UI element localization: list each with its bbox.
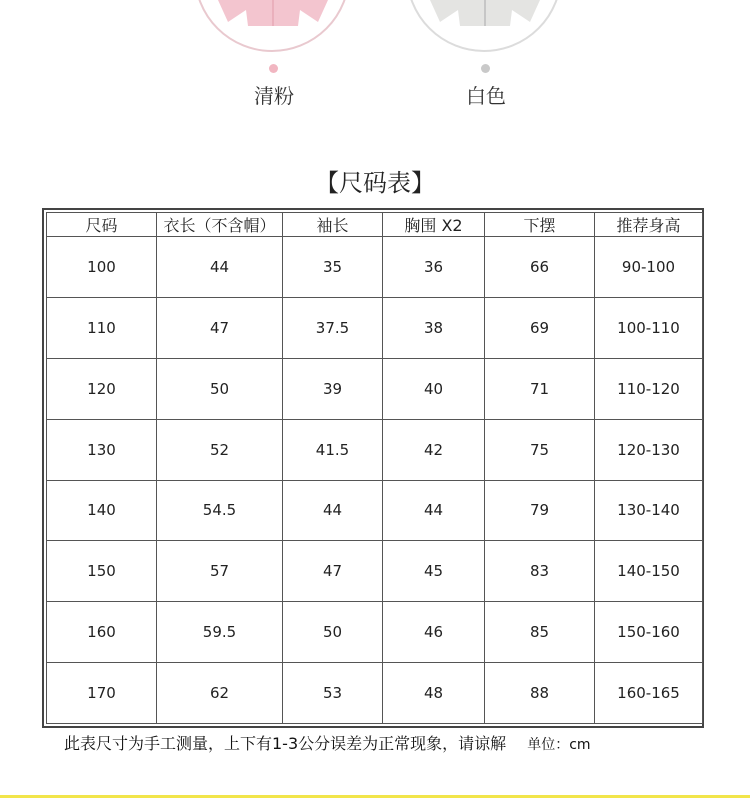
cell-sleeve: 47	[283, 541, 383, 602]
cell-sleeve: 37.5	[283, 297, 383, 358]
cell-hem: 88	[485, 663, 595, 724]
header-size: 尺码	[47, 213, 157, 237]
unit-label: 单位：cm	[527, 737, 591, 753]
cell-height: 160-165	[595, 663, 703, 724]
measurement-note	[64, 731, 591, 754]
cell-hem: 71	[485, 358, 595, 419]
cell-hem: 79	[485, 480, 595, 541]
cell-length: 50	[157, 358, 283, 419]
white-dot-icon	[481, 64, 490, 73]
cell-hem: 85	[485, 602, 595, 663]
cell-height: 100-110	[595, 297, 703, 358]
table-row	[47, 602, 703, 663]
cell-length: 59.5	[157, 602, 283, 663]
note-text: 此表尺寸为手工测量，上下有1-3公分误差为正常现象，请谅解	[64, 734, 507, 753]
cell-hem: 75	[485, 419, 595, 480]
cell-height: 90-100	[595, 237, 703, 298]
cell-height: 120-130	[595, 419, 703, 480]
table-header-row	[47, 213, 703, 237]
cell-height: 130-140	[595, 480, 703, 541]
cell-size: 100	[47, 237, 157, 298]
table-row	[47, 419, 703, 480]
cell-size: 140	[47, 480, 157, 541]
cell-size: 110	[47, 297, 157, 358]
cell-chest: 44	[383, 480, 485, 541]
header-height: 推荐身高	[595, 213, 703, 237]
size-table	[46, 212, 703, 724]
color-option-pink[interactable]	[194, 0, 354, 110]
header-chest: 胸围 X2	[383, 213, 485, 237]
table-row	[47, 297, 703, 358]
header-sleeve: 袖长	[283, 213, 383, 237]
cell-sleeve: 53	[283, 663, 383, 724]
cell-sleeve: 41.5	[283, 419, 383, 480]
cell-sleeve: 35	[283, 237, 383, 298]
size-table-frame	[42, 208, 704, 728]
color-option-white[interactable]	[406, 0, 566, 110]
cell-chest: 48	[383, 663, 485, 724]
cell-chest: 36	[383, 237, 485, 298]
cell-chest: 45	[383, 541, 485, 602]
cell-chest: 46	[383, 602, 485, 663]
table-row	[47, 237, 703, 298]
cell-chest: 42	[383, 419, 485, 480]
hoodie-icon	[430, 0, 540, 26]
cell-size: 150	[47, 541, 157, 602]
cell-hem: 66	[485, 237, 595, 298]
cell-length: 44	[157, 237, 283, 298]
color-label-pink: 清粉	[254, 84, 294, 108]
cell-hem: 83	[485, 541, 595, 602]
cell-length: 62	[157, 663, 283, 724]
cell-length: 57	[157, 541, 283, 602]
pink-dot-icon	[269, 64, 278, 73]
cell-height: 110-120	[595, 358, 703, 419]
cell-length: 54.5	[157, 480, 283, 541]
table-row	[47, 480, 703, 541]
header-length: 衣长（不含帽）	[157, 213, 283, 237]
table-row	[47, 541, 703, 602]
header-hem: 下摆	[485, 213, 595, 237]
size-table-title: 【尺码表】	[315, 169, 435, 197]
cell-length: 52	[157, 419, 283, 480]
cell-chest: 40	[383, 358, 485, 419]
cell-size: 160	[47, 602, 157, 663]
cell-sleeve: 44	[283, 480, 383, 541]
color-label-white: 白色	[466, 84, 506, 108]
cell-hem: 69	[485, 297, 595, 358]
cell-sleeve: 39	[283, 358, 383, 419]
cell-size: 120	[47, 358, 157, 419]
cell-sleeve: 50	[283, 602, 383, 663]
cell-length: 47	[157, 297, 283, 358]
cell-height: 150-160	[595, 602, 703, 663]
cell-chest: 38	[383, 297, 485, 358]
cell-height: 140-150	[595, 541, 703, 602]
white-garment-image	[406, 0, 562, 52]
hoodie-icon	[218, 0, 328, 26]
cell-size: 130	[47, 419, 157, 480]
table-row	[47, 358, 703, 419]
table-row	[47, 663, 703, 724]
pink-garment-image	[194, 0, 350, 52]
cell-size: 170	[47, 663, 157, 724]
